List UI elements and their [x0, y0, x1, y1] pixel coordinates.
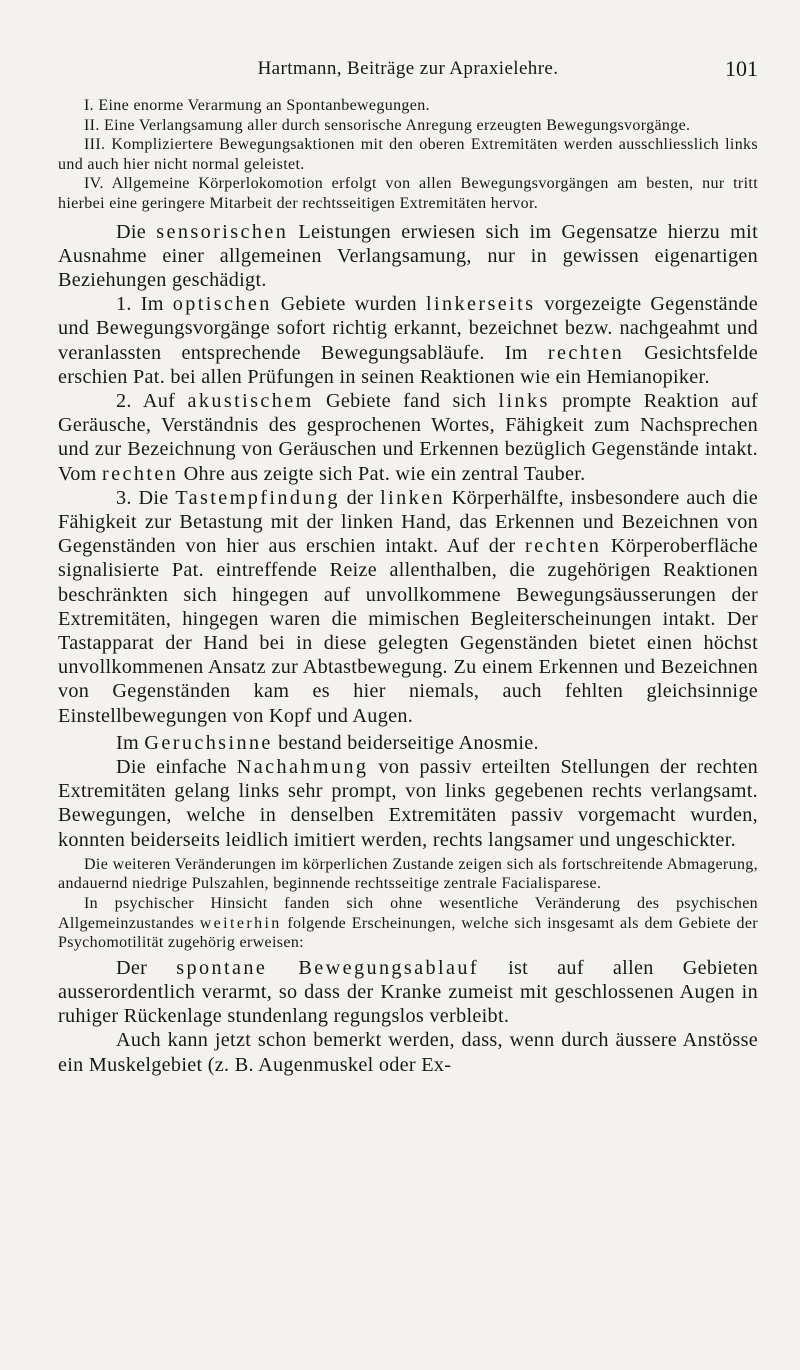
paragraph-imitation: Die einfache Nachahmung von passiv erteilten Stellungen der rechten Extremitäten gelang links sehr prompt, von links gegebenen rechts verlangsamt. Bewegungen, welche in denselben Extremitäten passiv vorgemacht wurden, konnten beiderseits leidlich imitiert werden, rechts langsamer und ungeschickter.: [58, 756, 758, 851]
spaced-term: optischen: [172, 293, 272, 316]
paragraph-spontaneous-movement: Der spontane Bewegungsablauf ist auf allen Gebieten ausserordentlich verarmt, so dass der Kranke zumeist mit geschlossenen Augen in ruhiger Rückenlage stundenlang regungslos verbleibt.: [58, 956, 758, 1028]
paragraph-psychic: In psychischer Hinsicht fanden sich ohne wesentliche Veränderung des psychischen Allgemeinzustandes weiterhin folgende Erscheinungen, welche sich insgesamt als dem Gebiete der Psychomotilität zugehörig erweisen:: [58, 895, 758, 952]
spaced-term: rechten: [102, 462, 179, 485]
spaced-term: Geruchsinne: [144, 731, 273, 754]
spaced-term: Tastempfindung: [175, 486, 340, 509]
spaced-term: rechten: [525, 535, 602, 558]
list-item-1: I. Eine enorme Verarmung an Spontanbewegungen.: [84, 97, 430, 114]
paragraph-sensory-intro: Die sensorischen Leistungen erwiesen sich im Gegensatze hierzu mit Ausnahme einer allgemeinen Verlangsamung, nur in gewissen eigenartigen Beziehungen geschädigt.: [58, 220, 758, 291]
paragraph-tactile: 3. Die Tastempfindung der linken Körperhälfte, insbesondere auch die Fähigkeit zur Betastung mit der linken Hand, das Erkennen und Bezeichnen von Gegenständen von hier aus erschien intakt. Auf der rechten Körperoberfläche signalisierte Pat. eintreffende Reize allenthalben, die zugehörigen Reaktionen beschränkten sich hingegen auf unvollkommene Bewegungsäusserungen der Extremitäten, hingegen waren die mimischen Begleiterscheinungen intakt. Der Tastapparat der Hand bei in diese gelegten Gegenständen bietet einen höchst unvollkommenen Ansatz zur Abtastbewegung. Zu einem Erkennen und Bezeichnen von Gegenständen kam es hier niemals, auch fehlten gleichsinnige Einstellbewegungen von Kopf und Augen.: [58, 486, 759, 727]
spaced-term: linken: [380, 486, 445, 509]
spaced-term: akustischem: [187, 389, 314, 412]
page-number: 101: [725, 56, 758, 81]
page-header: [58, 58, 758, 88]
spaced-term: rechten: [547, 341, 625, 364]
list-item-3: III. Kompliziertere Bewegungsaktionen mit den oberen Extremitäten werden ausschliesslich links und auch hier nicht normal geleistet.: [58, 136, 758, 173]
spaced-term: sensorischen: [156, 220, 289, 243]
paragraph-acoustic: 2. Auf akustischem Gebiete fand sich links prompte Reaktion auf Geräusche, Verständnis des gesprochenen Wortes, Fähigkeit zum Nachsprechen und zur Bezeichnung von Geräuschen und Erkennen bezüglich Gegenstände intakt. Vom rechten Ohre aus zeigte sich Pat. wie ein zentral Tauber.: [58, 389, 758, 485]
page-body: [58, 96, 758, 1077]
list-item-4: IV. Allgemeine Körperlokomotion erfolgt von allen Bewegungsvorgängen am besten, nur tritt hierbei eine geringere Mitarbeit der rechtsseitigen Extremitäten hervor.: [58, 175, 758, 212]
spaced-term: links: [498, 389, 550, 412]
paragraph-smell: Im Geruchsinne bestand beiderseitige Anosmie.: [116, 731, 539, 754]
paragraph-continuation: Auch kann jetzt schon bemerkt werden, dass, wenn durch äussere Anstösse ein Muskelgebiet (z. B. Augenmuskel oder Ex-: [58, 1029, 758, 1076]
spaced-term: Nachahmung: [236, 756, 369, 779]
paragraph-optical: 1. Im optischen Gebiete wurden linkerseits vorgezeigte Gegenstände und Bewegungsvorgänge sofort richtig erkannt, bezeichnet bezw. nachgeahmt und veranlassten entsprechende Bewegungsabläufe. Im rechten Gesichtsfelde erschien Pat. bei allen Prüfungen in seinen Reaktionen wie ein Hemianopiker.: [58, 293, 758, 388]
spaced-term: linkerseits: [425, 293, 536, 316]
spaced-term: weiterhin: [199, 914, 282, 932]
spaced-term: spontane Bewegungsablauf: [176, 956, 480, 979]
paragraph-bodily-changes: Die weiteren Veränderungen im körperlichen Zustande zeigen sich als fortschreitende Abmagerung, andauernd niedrige Pulszahlen, beginnende rechtsseitige zentrale Facialisparese.: [58, 855, 758, 893]
running-title: Hartmann, Beiträge zur Apraxielehre.: [257, 58, 559, 79]
list-item-2: II. Eine Verlangsamung aller durch sensorische Anregung erzeugten Bewegungsvorgänge.: [84, 116, 691, 134]
